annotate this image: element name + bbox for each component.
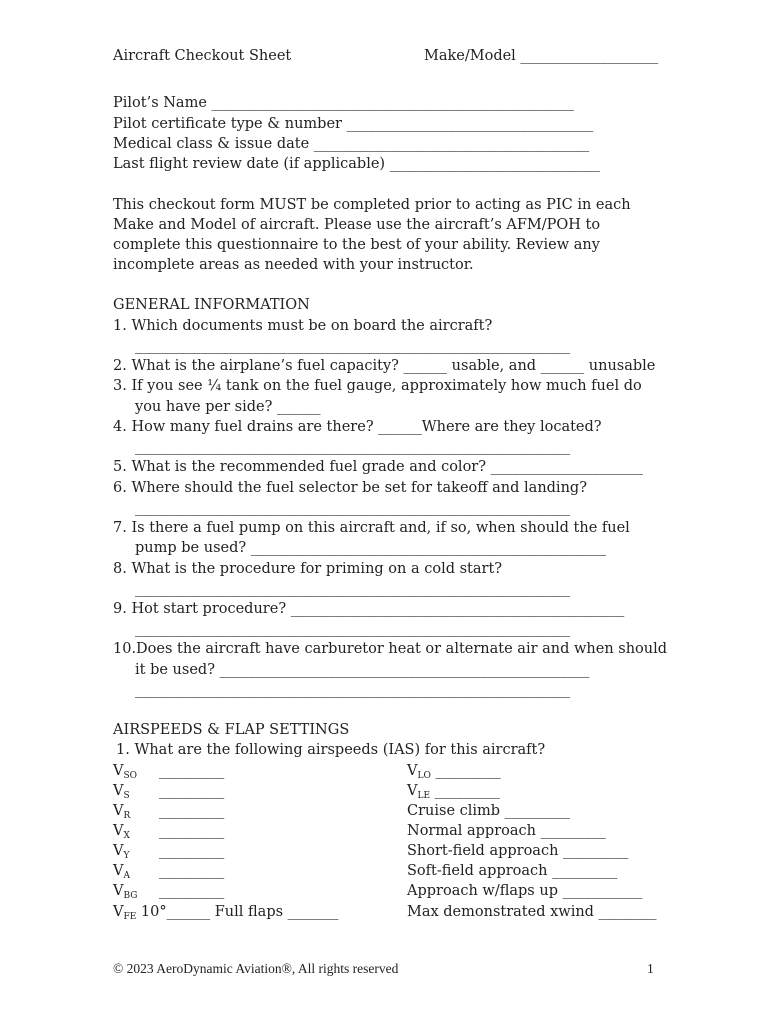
- answer-blank: _________: [159, 783, 225, 799]
- question-3: 3. If you see ¼ tank on the fuel gauge, approximately how much fuel do: [113, 378, 642, 394]
- page-number: 1: [647, 961, 654, 976]
- question-10: 10.Does the aircraft have carburetor heat or alternate air and when should: [113, 641, 668, 657]
- medical-class-field: Medical class & issue date ______________________________________: [113, 136, 590, 152]
- airspeeds-heading: AIRSPEEDS & FLAP SETTINGS: [113, 722, 350, 738]
- approach-flaps-up-field: Approach w/flaps up ___________: [407, 883, 643, 899]
- question-10-cont: it be used? ___________________________________________________: [135, 662, 590, 678]
- answer-blank: _________: [159, 803, 225, 819]
- question-7: 7. Is there a fuel pump on this aircraft and, if so, when should the fuel: [113, 520, 630, 536]
- copyright-footer: © 2023 AeroDynamic Aviation®, All rights reserved: [113, 961, 399, 976]
- document-title: Aircraft Checkout Sheet: [113, 48, 292, 64]
- general-heading: GENERAL INFORMATION: [113, 297, 310, 313]
- intro-line: This checkout form MUST be completed prior to acting as PIC in each: [113, 197, 631, 213]
- question-6: 6. Where should the fuel selector be set for takeoff and landing?: [113, 480, 587, 496]
- answer-line: ____________________________________________________________: [135, 500, 570, 516]
- question-2: 2. What is the airplane’s fuel capacity? ______ usable, and ______ unusable: [113, 358, 656, 374]
- intro-line: complete this questionnaire to the best of your ability. Review any: [113, 237, 600, 253]
- pilot-name-field: Pilot’s Name __________________________________________________: [113, 95, 575, 111]
- answer-line: ____________________________________________________________: [135, 439, 570, 455]
- answer-line: ____________________________________________________________: [135, 581, 570, 597]
- question-1: 1. Which documents must be on board the aircraft?: [113, 318, 493, 334]
- airspeed-vle: $V_{LE}$ _________: [407, 783, 500, 801]
- answer-blank: _________: [159, 763, 225, 779]
- cruise-climb-field: Cruise climb _________: [407, 803, 570, 819]
- answer-line: ____________________________________________________________: [135, 338, 570, 354]
- airspeed-vso: $V_{SO}$: [113, 763, 138, 781]
- max-xwind-field: Max demonstrated xwind ________: [407, 904, 657, 920]
- intro-line: Make and Model of aircraft. Please use the aircraft’s AFM/POH to: [113, 217, 601, 233]
- question-7-cont: pump be used? _________________________________________________: [135, 540, 607, 556]
- airspeed-vbg: $V_{BG}$: [113, 883, 138, 901]
- airspeed-vx: $V_X$: [113, 823, 130, 841]
- question-3-cont: you have per side? ______: [135, 399, 321, 415]
- question-9: 9. Hot start procedure? ______________________________________________: [113, 601, 625, 617]
- make-model-field: Make/Model ___________________: [424, 48, 659, 64]
- airspeed-vs: $V_S$: [113, 783, 130, 801]
- airspeeds-question: 1. What are the following airspeeds (IAS) for this aircraft?: [116, 742, 546, 758]
- short-field-approach-field: Short-field approach _________: [407, 843, 629, 859]
- intro-line: incomplete areas as needed with your instructor.: [113, 257, 474, 273]
- answer-blank: _________: [159, 823, 225, 839]
- airspeed-va: $V_A$: [113, 863, 130, 881]
- airspeed-vfe: $V_{FE}$ 10°______ Full flaps _______: [113, 904, 339, 922]
- answer-blank: _________: [159, 863, 225, 879]
- normal-approach-field: Normal approach _________: [407, 823, 606, 839]
- question-8: 8. What is the procedure for priming on a cold start?: [113, 561, 503, 577]
- answer-line: ____________________________________________________________: [135, 682, 570, 698]
- soft-field-approach-field: Soft-field approach _________: [407, 863, 618, 879]
- pilot-certificate-field: Pilot certificate type & number __________________________________: [113, 116, 594, 132]
- question-5: 5. What is the recommended fuel grade and color? _____________________: [113, 459, 643, 475]
- airspeed-vy: $V_Y$: [113, 843, 130, 861]
- answer-blank: _________: [159, 843, 225, 859]
- flight-review-field: Last flight review date (if applicable) _____________________________: [113, 156, 600, 172]
- question-4: 4. How many fuel drains are there? ______Where are they located?: [113, 419, 602, 435]
- answer-blank: _________: [159, 883, 225, 899]
- airspeed-vlo: $V_{LO}$ _________: [407, 763, 501, 781]
- answer-line: ____________________________________________________________: [135, 621, 570, 637]
- airspeed-vr: $V_R$: [113, 803, 131, 821]
